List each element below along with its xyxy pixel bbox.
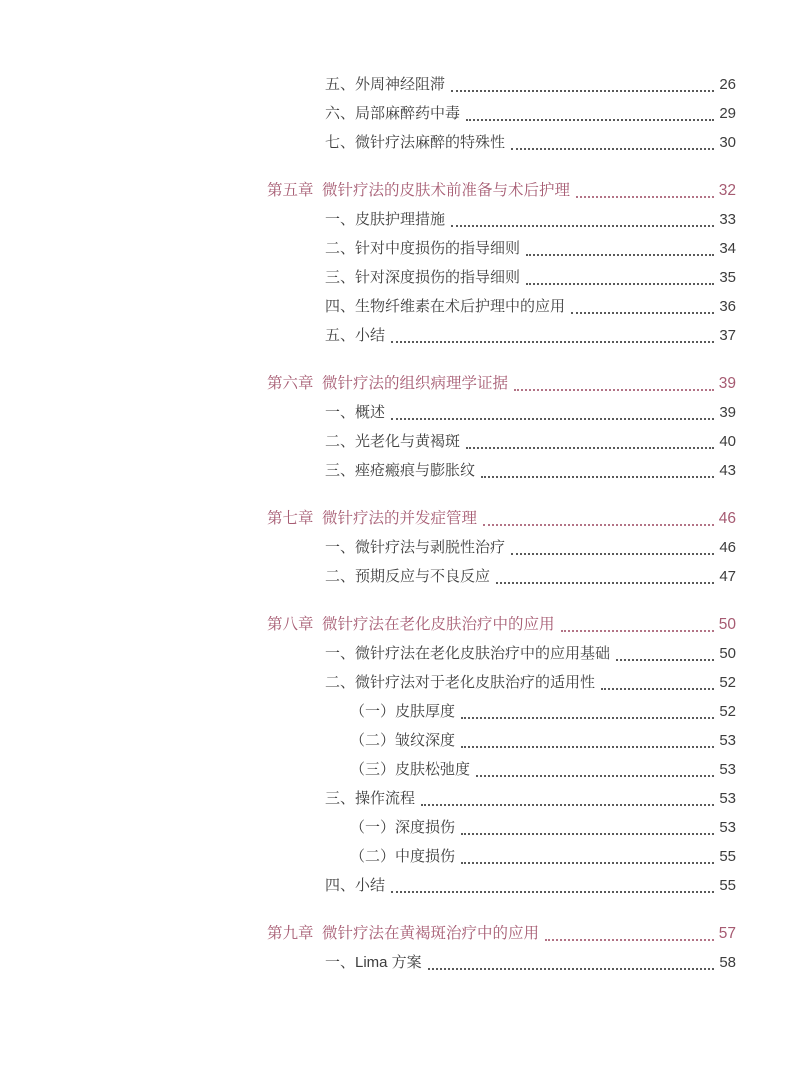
entry-title: 一、概述 bbox=[325, 404, 386, 421]
toc-chapter-row bbox=[267, 504, 736, 533]
entry-page-number: 55 bbox=[719, 877, 736, 894]
toc-block bbox=[267, 919, 736, 977]
entry-title: （一）深度损伤 bbox=[350, 819, 456, 836]
toc-entry-row bbox=[325, 871, 736, 900]
toc-entry-row bbox=[350, 842, 736, 871]
entry-title: 二、光老化与黄褐斑 bbox=[325, 433, 461, 450]
toc-entry-row bbox=[325, 70, 736, 99]
entry-title: 一、微针疗法与剥脱性治疗 bbox=[325, 539, 506, 556]
dotted-leader bbox=[496, 582, 714, 584]
chapter-title: 微针疗法的组织病理学证据 bbox=[322, 375, 509, 392]
toc-entry-row bbox=[325, 205, 736, 234]
entry-title: 二、预期反应与不良反应 bbox=[325, 568, 491, 585]
dotted-leader bbox=[526, 283, 714, 285]
dotted-leader bbox=[461, 862, 714, 864]
entry-page-number: 37 bbox=[719, 327, 736, 344]
entry-title: 四、小结 bbox=[325, 877, 386, 894]
toc-entry-row bbox=[325, 784, 736, 813]
entry-page-number: 33 bbox=[719, 211, 736, 228]
entry-page-number: 30 bbox=[719, 134, 736, 151]
dotted-leader bbox=[428, 968, 715, 970]
entry-title: 二、针对中度损伤的指导细则 bbox=[325, 240, 521, 257]
dotted-leader bbox=[545, 939, 714, 941]
dotted-leader bbox=[483, 524, 714, 526]
toc-entry-row bbox=[325, 533, 736, 562]
entry-page-number: 52 bbox=[719, 703, 736, 720]
toc-entry-row bbox=[350, 813, 736, 842]
dotted-leader bbox=[514, 389, 714, 391]
entry-title: （三）皮肤松弛度 bbox=[350, 761, 471, 778]
dotted-leader bbox=[451, 225, 714, 227]
toc-entry-row bbox=[325, 234, 736, 263]
entry-title: 六、局部麻醉药中毒 bbox=[325, 105, 461, 122]
dotted-leader bbox=[616, 659, 714, 661]
entry-page-number: 53 bbox=[719, 732, 736, 749]
entry-page-number: 52 bbox=[719, 674, 736, 691]
entry-page-number: 35 bbox=[719, 269, 736, 286]
entry-page-number: 46 bbox=[719, 539, 736, 556]
toc-entry-row bbox=[325, 292, 736, 321]
chapter-title: 微针疗法的并发症管理 bbox=[322, 510, 478, 527]
chapter-label: 第六章 bbox=[267, 375, 314, 392]
entry-page-number: 39 bbox=[719, 404, 736, 421]
entry-page-number: 53 bbox=[719, 790, 736, 807]
entry-title: 三、操作流程 bbox=[325, 790, 416, 807]
toc-entry-row bbox=[325, 562, 736, 591]
chapter-label: 第九章 bbox=[267, 925, 314, 942]
chapter-title: 微针疗法在老化皮肤治疗中的应用 bbox=[322, 616, 555, 633]
toc-entry-row bbox=[325, 668, 736, 697]
toc-entry-row bbox=[350, 726, 736, 755]
entry-title: （二）中度损伤 bbox=[350, 848, 456, 865]
chapter-title: 微针疗法的皮肤术前准备与术后护理 bbox=[322, 182, 571, 199]
entry-title: 一、微针疗法在老化皮肤治疗中的应用基础 bbox=[325, 645, 611, 662]
toc-entry-row bbox=[325, 456, 736, 485]
dotted-leader bbox=[391, 418, 714, 420]
toc-entry-row bbox=[325, 398, 736, 427]
entry-page-number: 55 bbox=[719, 848, 736, 865]
dotted-leader bbox=[511, 553, 714, 555]
chapter-label: 第七章 bbox=[267, 510, 314, 527]
dotted-leader bbox=[466, 119, 714, 121]
toc-entry-row bbox=[325, 427, 736, 456]
toc-entry-row bbox=[325, 263, 736, 292]
entry-page-number: 53 bbox=[719, 819, 736, 836]
entry-title: 三、痤疮瘢痕与膨胀纹 bbox=[325, 462, 476, 479]
entry-title: 三、针对深度损伤的指导细则 bbox=[325, 269, 521, 286]
entry-page-number: 50 bbox=[719, 645, 736, 662]
chapter-page-number: 39 bbox=[718, 375, 736, 392]
dotted-leader bbox=[561, 630, 714, 632]
chapter-label: 第八章 bbox=[267, 616, 314, 633]
toc-entry-row bbox=[325, 321, 736, 350]
toc-chapter-row bbox=[267, 176, 736, 205]
chapter-label: 第五章 bbox=[267, 182, 314, 199]
chapter-page-number: 32 bbox=[718, 182, 736, 199]
toc-block bbox=[267, 176, 736, 350]
entry-title: 七、微针疗法麻醉的特殊性 bbox=[325, 134, 506, 151]
toc-chapter-row bbox=[267, 369, 736, 398]
toc-block bbox=[267, 504, 736, 591]
dotted-leader bbox=[481, 476, 714, 478]
entry-title: 一、Lima 方案 bbox=[325, 954, 422, 971]
dotted-leader bbox=[391, 341, 714, 343]
chapter-page-number: 50 bbox=[718, 616, 736, 633]
entry-page-number: 36 bbox=[719, 298, 736, 315]
entry-title: 五、外周神经阻滞 bbox=[325, 76, 446, 93]
entry-title: 二、微针疗法对于老化皮肤治疗的适用性 bbox=[325, 674, 596, 691]
toc-entry-row bbox=[350, 697, 736, 726]
entry-title: （二）皱纹深度 bbox=[350, 732, 456, 749]
entry-page-number: 43 bbox=[719, 462, 736, 479]
dotted-leader bbox=[391, 891, 714, 893]
toc-chapter-row bbox=[267, 919, 736, 948]
dotted-leader bbox=[461, 717, 714, 719]
toc-entry-row bbox=[325, 99, 736, 128]
entry-page-number: 58 bbox=[719, 954, 736, 971]
toc-block bbox=[267, 369, 736, 485]
toc-entry-row bbox=[350, 755, 736, 784]
entry-page-number: 29 bbox=[719, 105, 736, 122]
dotted-leader bbox=[451, 90, 714, 92]
toc-entry-row bbox=[325, 128, 736, 157]
dotted-leader bbox=[466, 447, 714, 449]
toc-block bbox=[267, 610, 736, 900]
dotted-leader bbox=[601, 688, 714, 690]
dotted-leader bbox=[526, 254, 714, 256]
entry-title: 一、皮肤护理措施 bbox=[325, 211, 446, 228]
dotted-leader bbox=[461, 746, 714, 748]
toc-block bbox=[267, 70, 736, 157]
entry-page-number: 34 bbox=[719, 240, 736, 257]
dotted-leader bbox=[421, 804, 714, 806]
entry-title: 四、生物纤维素在术后护理中的应用 bbox=[325, 298, 566, 315]
toc-chapter-row bbox=[267, 610, 736, 639]
entry-page-number: 53 bbox=[719, 761, 736, 778]
toc-entry-row bbox=[325, 639, 736, 668]
dotted-leader bbox=[461, 833, 714, 835]
chapter-title: 微针疗法在黄褐斑治疗中的应用 bbox=[322, 925, 540, 942]
dotted-leader bbox=[511, 148, 714, 150]
dotted-leader bbox=[576, 196, 714, 198]
dotted-leader bbox=[476, 775, 714, 777]
dotted-leader bbox=[571, 312, 714, 314]
entry-title: （一）皮肤厚度 bbox=[350, 703, 456, 720]
entry-title: 五、小结 bbox=[325, 327, 386, 344]
toc-entry-row bbox=[325, 948, 736, 977]
entry-page-number: 47 bbox=[719, 568, 736, 585]
entry-page-number: 26 bbox=[719, 76, 736, 93]
chapter-page-number: 57 bbox=[718, 925, 736, 942]
entry-page-number: 40 bbox=[719, 433, 736, 450]
chapter-page-number: 46 bbox=[718, 510, 736, 527]
